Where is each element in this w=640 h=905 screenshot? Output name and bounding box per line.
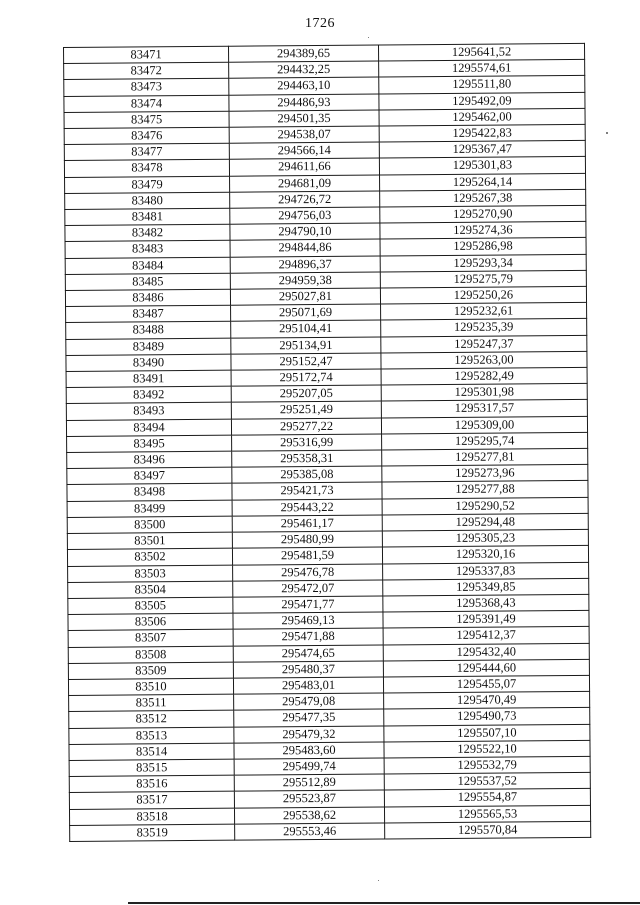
x-coordinate-cell: 294566,14 (229, 142, 379, 159)
y-coordinate-cell: 1295320,16 (382, 546, 588, 564)
y-coordinate-cell: 1295444,60 (383, 659, 589, 677)
point-number-cell: 83496 (67, 451, 232, 468)
x-coordinate-cell: 295483,01 (233, 677, 383, 694)
y-coordinate-cell: 1295277,81 (382, 448, 588, 466)
x-coordinate-cell: 294681,09 (230, 175, 380, 192)
y-coordinate-cell: 1295565,53 (384, 805, 590, 823)
point-number-cell: 83480 (65, 192, 230, 209)
x-coordinate-cell: 295474,65 (233, 645, 383, 662)
x-coordinate-cell: 295523,87 (234, 790, 384, 807)
x-coordinate-cell: 294501,35 (229, 110, 379, 127)
y-coordinate-cell: 1295490,73 (384, 708, 590, 726)
y-coordinate-cell: 1295263,00 (381, 351, 587, 369)
x-coordinate-cell: 295469,13 (233, 612, 383, 629)
y-coordinate-cell: 1295412,37 (383, 627, 589, 645)
point-number-cell: 83504 (68, 581, 233, 598)
x-coordinate-cell: 295499,74 (234, 758, 384, 775)
x-coordinate-cell: 294432,25 (229, 61, 379, 78)
x-coordinate-cell: 295071,69 (231, 304, 381, 321)
point-number-cell: 83505 (68, 597, 233, 614)
point-number-cell: 83481 (65, 208, 230, 225)
y-coordinate-cell: 1295570,84 (385, 821, 591, 839)
y-coordinate-cell: 1295349,85 (383, 578, 589, 596)
point-number-cell: 83489 (66, 338, 231, 355)
point-number-cell: 83509 (68, 662, 233, 679)
point-number-cell: 83502 (67, 548, 232, 565)
x-coordinate-cell: 295471,88 (233, 628, 383, 645)
point-number-cell: 83493 (66, 403, 231, 420)
point-number-cell: 83497 (67, 467, 232, 484)
x-coordinate-cell: 295512,89 (234, 774, 384, 791)
x-coordinate-cell: 295104,41 (231, 320, 381, 337)
y-coordinate-cell: 1295293,34 (380, 254, 586, 272)
table-row (70, 821, 591, 841)
x-coordinate-cell: 295481,59 (232, 547, 382, 564)
y-coordinate-cell: 1295301,98 (381, 384, 587, 402)
y-coordinate-cell: 1295492,09 (379, 92, 585, 110)
point-number-cell: 83471 (64, 46, 229, 63)
point-number-cell: 83492 (66, 386, 231, 403)
x-coordinate-cell: 295483,60 (234, 742, 384, 759)
point-number-cell: 83507 (68, 629, 233, 646)
x-coordinate-cell: 294790,10 (230, 223, 380, 240)
x-coordinate-cell: 295476,78 (233, 564, 383, 581)
x-coordinate-cell: 294538,07 (229, 126, 379, 143)
y-coordinate-cell: 1295507,10 (384, 724, 590, 742)
x-coordinate-cell: 294726,72 (230, 191, 380, 208)
x-coordinate-cell: 295480,99 (232, 531, 382, 548)
point-number-cell: 83501 (67, 532, 232, 549)
y-coordinate-cell: 1295554,87 (384, 789, 590, 807)
point-number-cell: 83512 (69, 711, 234, 728)
point-number-cell: 83503 (68, 565, 233, 582)
y-coordinate-cell: 1295317,57 (381, 400, 587, 418)
y-coordinate-cell: 1295277,88 (382, 481, 588, 499)
coordinates-table-body (64, 43, 591, 841)
y-coordinate-cell: 1295250,26 (380, 286, 586, 304)
x-coordinate-cell: 294389,65 (228, 45, 378, 62)
y-coordinate-cell: 1295290,52 (382, 497, 588, 515)
x-coordinate-cell: 295358,31 (232, 450, 382, 467)
y-coordinate-cell: 1295522,10 (384, 740, 590, 758)
point-number-cell: 83479 (65, 176, 230, 193)
y-coordinate-cell: 1295455,07 (383, 675, 589, 693)
x-coordinate-cell: 294611,66 (229, 158, 379, 175)
point-number-cell: 83476 (64, 127, 229, 144)
coordinates-table-container (63, 43, 590, 842)
y-coordinate-cell: 1295462,00 (379, 108, 585, 126)
y-coordinate-cell: 1295367,47 (379, 141, 585, 159)
coordinates-table (63, 43, 591, 842)
y-coordinate-cell: 1295391,49 (383, 610, 589, 628)
point-number-cell: 83506 (68, 613, 233, 630)
y-coordinate-cell: 1295235,39 (381, 319, 587, 337)
x-coordinate-cell: 295477,35 (234, 709, 384, 726)
y-coordinate-cell: 1295641,52 (378, 43, 584, 61)
x-coordinate-cell: 294959,38 (230, 272, 380, 289)
y-coordinate-cell: 1295247,37 (381, 335, 587, 353)
point-number-cell: 83519 (70, 824, 235, 841)
x-coordinate-cell: 295316,99 (232, 434, 382, 451)
y-coordinate-cell: 1295286,98 (380, 238, 586, 256)
point-number-cell: 83491 (66, 370, 231, 387)
point-number-cell: 83483 (65, 241, 230, 258)
point-number-cell: 83513 (69, 727, 234, 744)
point-number-cell: 83510 (68, 678, 233, 695)
point-number-cell: 83515 (69, 759, 234, 776)
x-coordinate-cell: 295472,07 (233, 580, 383, 597)
point-number-cell: 83514 (69, 743, 234, 760)
y-coordinate-cell: 1295232,61 (381, 303, 587, 321)
y-coordinate-cell: 1295294,48 (382, 513, 588, 531)
y-coordinate-cell: 1295432,40 (383, 643, 589, 661)
y-coordinate-cell: 1295511,80 (379, 76, 585, 94)
y-coordinate-cell: 1295368,43 (383, 594, 589, 612)
point-number-cell: 83477 (64, 143, 229, 160)
point-number-cell: 83484 (65, 257, 230, 274)
point-number-cell: 83478 (64, 160, 229, 177)
scan-speck (368, 37, 369, 38)
point-number-cell: 83485 (65, 273, 230, 290)
point-number-cell: 83518 (69, 808, 234, 825)
x-coordinate-cell: 294463,10 (229, 77, 379, 94)
x-coordinate-cell: 295553,46 (235, 823, 385, 840)
x-coordinate-cell: 295538,62 (234, 807, 384, 824)
x-coordinate-cell: 295385,08 (232, 466, 382, 483)
y-coordinate-cell: 1295270,90 (380, 205, 586, 223)
scan-bottom-edge (128, 902, 640, 904)
point-number-cell: 83499 (67, 500, 232, 517)
point-number-cell: 83482 (65, 224, 230, 241)
x-coordinate-cell: 295421,73 (232, 482, 382, 499)
point-number-cell: 83511 (69, 694, 234, 711)
x-coordinate-cell: 295443,22 (232, 499, 382, 516)
scan-speck (606, 132, 608, 134)
x-coordinate-cell: 295027,81 (230, 288, 380, 305)
y-coordinate-cell: 1295267,38 (380, 189, 586, 207)
point-number-cell: 83472 (64, 62, 229, 79)
y-coordinate-cell: 1295537,52 (384, 773, 590, 791)
x-coordinate-cell: 295277,22 (231, 418, 381, 435)
y-coordinate-cell: 1295305,23 (382, 529, 588, 547)
point-number-cell: 83494 (66, 419, 231, 436)
y-coordinate-cell: 1295275,79 (380, 270, 586, 288)
point-number-cell: 83486 (65, 289, 230, 306)
x-coordinate-cell: 295461,17 (232, 515, 382, 532)
x-coordinate-cell: 294486,93 (229, 94, 379, 111)
y-coordinate-cell: 1295574,61 (379, 60, 585, 78)
point-number-cell: 83474 (64, 95, 229, 112)
y-coordinate-cell: 1295470,49 (384, 692, 590, 710)
scan-speck (378, 880, 379, 881)
x-coordinate-cell: 295479,32 (234, 726, 384, 743)
y-coordinate-cell: 1295295,74 (382, 432, 588, 450)
point-number-cell: 83487 (66, 305, 231, 322)
page-number: 1726 (305, 16, 335, 31)
x-coordinate-cell: 295479,08 (234, 693, 384, 710)
point-number-cell: 83517 (69, 792, 234, 809)
x-coordinate-cell: 294896,37 (230, 256, 380, 273)
y-coordinate-cell: 1295309,00 (381, 416, 587, 434)
point-number-cell: 83490 (66, 354, 231, 371)
point-number-cell: 83473 (64, 79, 229, 96)
y-coordinate-cell: 1295301,83 (379, 157, 585, 175)
y-coordinate-cell: 1295532,79 (384, 756, 590, 774)
point-number-cell: 83500 (67, 516, 232, 533)
x-coordinate-cell: 295480,37 (233, 661, 383, 678)
y-coordinate-cell: 1295422,83 (379, 124, 585, 142)
point-number-cell: 83495 (67, 435, 232, 452)
point-number-cell: 83516 (69, 775, 234, 792)
y-coordinate-cell: 1295337,83 (383, 562, 589, 580)
x-coordinate-cell: 295471,77 (233, 596, 383, 613)
x-coordinate-cell: 294844,86 (230, 239, 380, 256)
x-coordinate-cell: 295152,47 (231, 353, 381, 370)
x-coordinate-cell: 295251,49 (231, 401, 381, 418)
x-coordinate-cell: 294756,03 (230, 207, 380, 224)
y-coordinate-cell: 1295273,96 (382, 465, 588, 483)
x-coordinate-cell: 295134,91 (231, 337, 381, 354)
x-coordinate-cell: 295207,05 (231, 385, 381, 402)
point-number-cell: 83498 (67, 484, 232, 501)
y-coordinate-cell: 1295264,14 (380, 173, 586, 191)
y-coordinate-cell: 1295274,36 (380, 222, 586, 240)
point-number-cell: 83488 (66, 322, 231, 339)
y-coordinate-cell: 1295282,49 (381, 367, 587, 385)
point-number-cell: 83508 (68, 646, 233, 663)
x-coordinate-cell: 295172,74 (231, 369, 381, 386)
point-number-cell: 83475 (64, 111, 229, 128)
